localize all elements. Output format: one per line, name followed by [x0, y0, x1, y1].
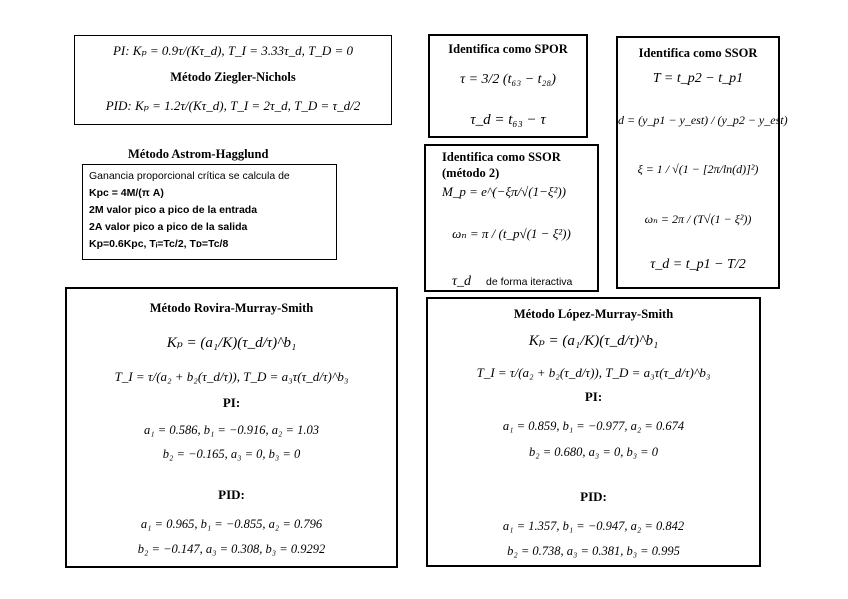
- rms-ti-td-formula: T_I = τ/(a₂ + b₂(τ_d/τ)), T_D = a₃τ(τ_d/τ)^b₃: [114, 369, 349, 384]
- lms-pi-row1: a₁ = 0.859, b₁ = −0.977, a₂ = 0.674: [502, 419, 685, 433]
- spor-box: [428, 34, 588, 138]
- zn-title: Método Ziegler-Nichols: [170, 70, 296, 84]
- ssor2-taud-symbol: τ_d: [452, 274, 472, 289]
- rms-pid-row2: b₂ = −0.147, a₃ = 0.308, b₃ = 0.9292: [137, 542, 326, 556]
- ssor2-iterative-note: de forma iteractiva: [486, 276, 573, 288]
- rms-pi-row2: b₂ = −0.165, a₃ = 0, b₃ = 0: [162, 447, 301, 461]
- rms-kp-formula: Kₚ = (a₁/K)(τ_d/τ)^b₁: [166, 335, 297, 351]
- ssor2-box: [424, 144, 599, 292]
- ssor2-mp-formula: M_p = e^(−ξπ/√(1−ξ²)): [442, 184, 567, 199]
- zn-pid-formula: PID: Kₚ = 1.2τ/(Kτ_d), T_I = 2τ_d, T_D = τ_d/2: [105, 98, 361, 113]
- spor-title: Identifica como SPOR: [448, 42, 568, 56]
- rms-pid-label: PID:: [218, 487, 245, 502]
- lms-title: Método López-Murray-Smith: [513, 307, 674, 321]
- spor-taud-formula: τ_d = t₆₃ − τ: [470, 112, 546, 128]
- rms-pi-row1: a₁ = 0.586, b₁ = −0.916, a₂ = 1.03: [144, 423, 319, 437]
- rms-title: Método Rovira-Murray-Smith: [149, 301, 314, 315]
- lms-pi-label: PI:: [584, 389, 603, 404]
- ssor2-omega-formula: ωₙ = π / (t_p√(1 − ξ²)): [452, 226, 571, 241]
- ssor-box: [616, 36, 788, 289]
- ssor-d-formula: d = (y_p1 − y_est) / (y_p2 − y_est): [618, 113, 788, 127]
- ssor2-subtitle: (método 2): [442, 166, 500, 180]
- lms-ti-td-formula: T_I = τ/(a₂ + b₂(τ_d/τ)), T_D = a₃τ(τ_d/τ)^b₃: [476, 365, 711, 380]
- ssor2-title: Identifica como SSOR: [442, 150, 561, 164]
- astrom-hagglund-title: Método Astrom-Hagglund: [128, 147, 269, 161]
- ssor-xi-formula: ξ = 1 / √(1 − [2π/ln(d)]²): [637, 162, 759, 176]
- zn-pi-formula: PI: Kₚ = 0.9τ/(Kτ_d), T_I = 3.33τ_d, T_D = 0: [112, 43, 354, 58]
- ah-line-output-amplitude: 2A valor pico a pico de la salida: [89, 221, 248, 233]
- rovira-murray-smith-box: [65, 287, 398, 568]
- ah-line-tuning: Kp=0.6Kpc, Tᵢ=Tc/2, Tᴅ=Tc/8: [89, 238, 229, 250]
- ziegler-nichols-box: [74, 35, 392, 125]
- rms-pi-label: PI:: [222, 395, 241, 410]
- lms-pid-row1: a₁ = 1.357, b₁ = −0.947, a₂ = 0.842: [502, 519, 685, 533]
- lms-pi-row2: b₂ = 0.680, a₃ = 0, b₃ = 0: [529, 445, 658, 459]
- lms-kp-formula: Kₚ = (a₁/K)(τ_d/τ)^b₁: [528, 333, 659, 349]
- ah-line-input-amplitude: 2M valor pico a pico de la entrada: [89, 204, 258, 216]
- ah-line-kpc: Kpc = 4M/(π A): [89, 187, 164, 199]
- ah-line-critical-gain: Ganancia proporcional crítica se calcula de: [89, 170, 290, 182]
- spor-tau-formula: τ = 3/2 (t₆₃ − t₂₈): [460, 72, 556, 87]
- ssor-title: Identifica como SSOR: [638, 46, 758, 60]
- lms-pid-row2: b₂ = 0.738, a₃ = 0.381, b₃ = 0.995: [507, 544, 680, 558]
- ssor-taud-formula: τ_d = t_p1 − T/2: [650, 257, 746, 272]
- rms-pid-row1: a₁ = 0.965, b₁ = −0.855, a₂ = 0.796: [140, 517, 323, 531]
- astrom-hagglund-box: [82, 164, 337, 260]
- lms-pid-label: PID:: [580, 489, 607, 504]
- lopez-murray-smith-box: [426, 297, 761, 567]
- ssor-period-formula: T = t_p2 − t_p1: [652, 71, 744, 86]
- ssor-omega-formula: ωₙ = 2π / (T√(1 − ξ²)): [644, 212, 752, 226]
